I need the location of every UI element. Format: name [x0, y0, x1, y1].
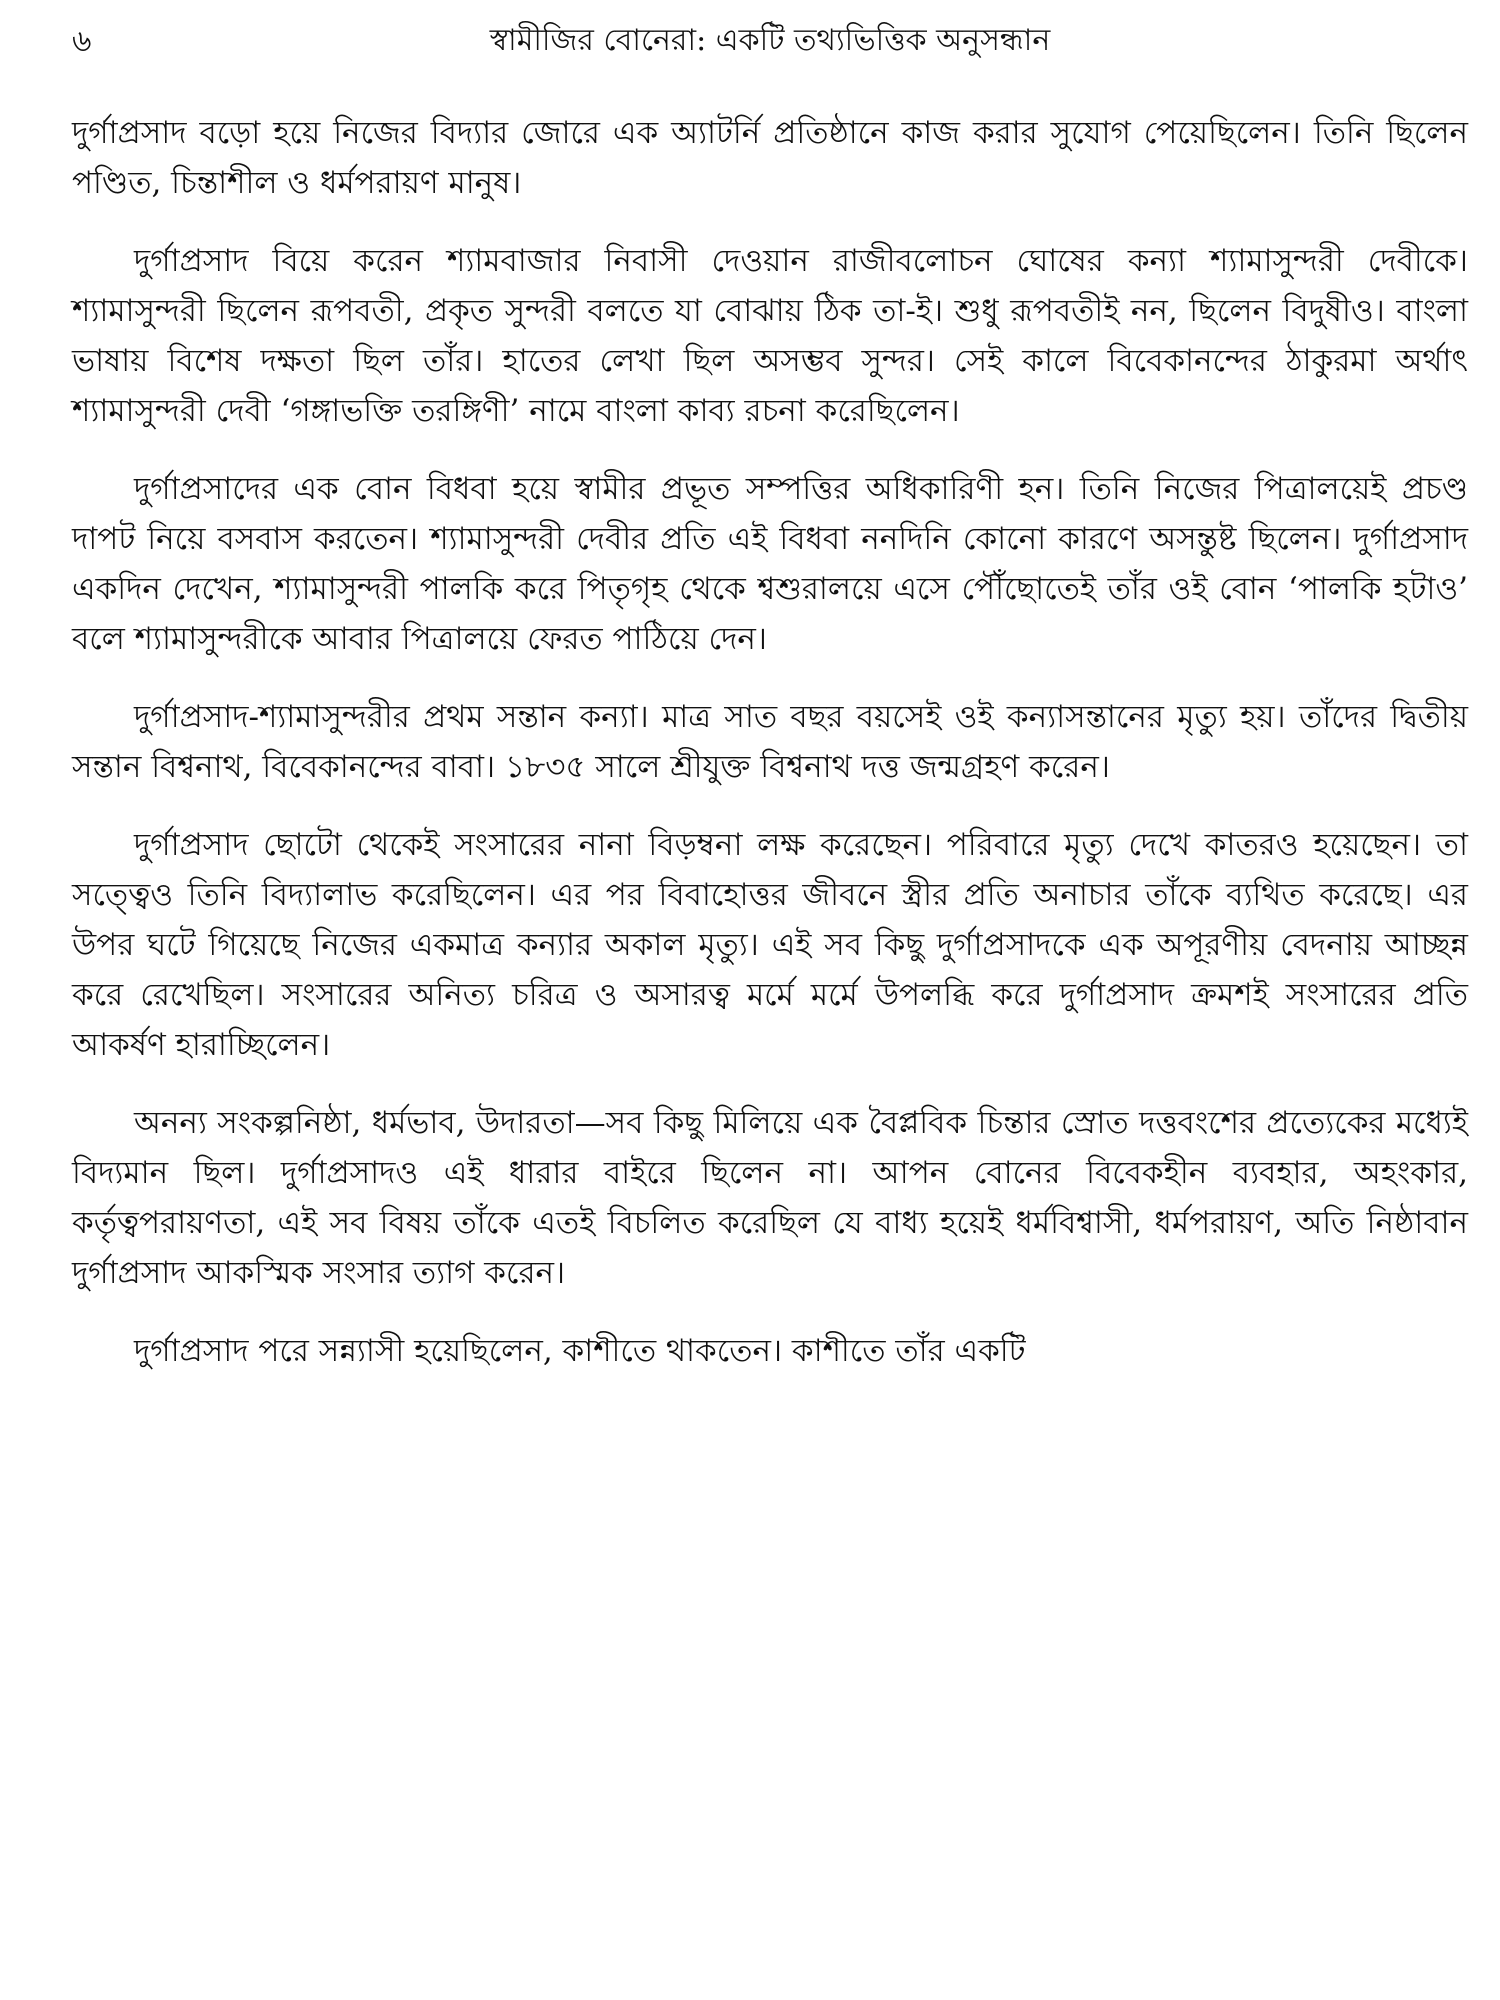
paragraph-3: দুর্গাপ্রসাদের এক বোন বিধবা হয়ে স্বামীর প্রভূত সম্পত্তির অধিকারিণী হন। তিনি নিজের পিত্রালয়েই প্রচণ্ড দাপট নিয়ে বসবাস করতেন। শ্যামাসুন্দরী দেবীর প্রতি এই বিধবা ননদিনি কোনো কারণে অসন্তুষ্ট ছিলেন। দুর্গাপ্রসাদ একদিন দেখেন, শ্যামাসুন্দরী পালকি করে পিতৃগৃহ থেকে শ্বশুরালয়ে এসে পৌঁছোতেই তাঁর ওই বোন ‘পালকি হটাও’ বলে শ্যামাসুন্দরীকে আবার পিত্রালয়ে ফেরত পাঠিয়ে দেন। [72, 471, 1468, 657]
paragraph-1: দুর্গাপ্রসাদ বড়ো হয়ে নিজের বিদ্যার জোরে এক অ্যাটর্নি প্রতিষ্ঠানে কাজ করার সুযোগ পেয়েছিলেন। তিনি ছিলেন পণ্ডিত, চিন্তাশীল ও ধর্মপরায়ণ মানুষ। [72, 115, 1468, 201]
page-header [72, 18, 1468, 74]
paragraph-4: দুর্গাপ্রসাদ-শ্যামাসুন্দরীর প্রথম সন্তান কন্যা। মাত্র সাত বছর বয়সেই ওই কন্যাসন্তানের মৃত্যু হয়। তাঁদের দ্বিতীয় সন্তান বিশ্বনাথ, বিবেকানন্দের বাবা। ১৮৩৫ সালে শ্রীযুক্ত বিশ্বনাথ দত্ত জন্মগ্রহণ করেন। [72, 699, 1468, 785]
page-content [72, 108, 1468, 1404]
paragraph-7: দুর্গাপ্রসাদ পরে সন্ন্যাসী হয়েছিলেন, কাশীতে থাকতেন। কাশীতে তাঁর একটি [134, 1333, 1026, 1369]
paragraph-5: দুর্গাপ্রসাদ ছোটো থেকেই সংসারের নানা বিড়ম্বনা লক্ষ করেছেন। পরিবারে মৃত্যু দেখে কাতরও হয়েছেন। তা সত্ত্বেও তিনি বিদ্যালাভ করেছিলেন। এর পর বিবাহোত্তর জীবনে স্ত্রীর প্রতি অনাচার তাঁকে ব্যথিত করেছে। এর উপর ঘটে গিয়েছে নিজের একমাত্র কন্যার অকাল মৃত্যু। এই সব কিছু দুর্গাপ্রসাদকে এক অপূরণীয় বেদনায় আচ্ছন্ন করে রেখেছিল। সংসারের অনিত্য চরিত্র ও অসারত্ব মর্মে মর্মে উপলব্ধি করে দুর্গাপ্রসাদ ক্রমশই সংসারের প্রতি আকর্ষণ হারাচ্ছিলেন। [72, 827, 1468, 1063]
page-number: ৬ [72, 24, 92, 59]
paragraph-2: দুর্গাপ্রসাদ বিয়ে করেন শ্যামবাজার নিবাসী দেওয়ান রাজীবলোচন ঘোষের কন্যা শ্যামাসুন্দরী দেবীকে। শ্যামাসুন্দরী ছিলেন রূপবতী, প্রকৃত সুন্দরী বলতে যা বোঝায় ঠিক তা-ই। শুধু রূপবতীই নন, ছিলেন বিদুষীও। বাংলা ভাষায় বিশেষ দক্ষতা ছিল তাঁর। হাতের লেখা ছিল অসম্ভব সুন্দর। সেই কালে বিবেকানন্দের ঠাকুরমা অর্থাৎ শ্যামাসুন্দরী দেবী ‘গঙ্গাভক্তি তরঙ্গিণী’ নামে বাংলা কাব্য রচনা করেছিলেন। [72, 243, 1468, 429]
paragraph-6: অনন্য সংকল্পনিষ্ঠা, ধর্মভাব, উদারতা—সব কিছু মিলিয়ে এক বৈপ্লবিক চিন্তার স্রোত দত্তবংশের প্রত্যেকের মধ্যেই বিদ্যমান ছিল। দুর্গাপ্রসাদও এই ধারার বাইরে ছিলেন না। আপন বোনের বিবেকহীন ব্যবহার, অহংকার, কর্তৃত্বপরায়ণতা, এই সব বিষয় তাঁকে এতই বিচলিত করেছিল যে বাধ্য হয়েই ধর্মবিশ্বাসী, ধর্মপরায়ণ, অতি নিষ্ঠাবান দুর্গাপ্রসাদ আকস্মিক সংসার ত্যাগ করেন। [72, 1105, 1468, 1291]
running-title: স্বামীজির বোনেরা: একটি তথ্যভিত্তিক অনুসন্ধান [489, 23, 1051, 58]
